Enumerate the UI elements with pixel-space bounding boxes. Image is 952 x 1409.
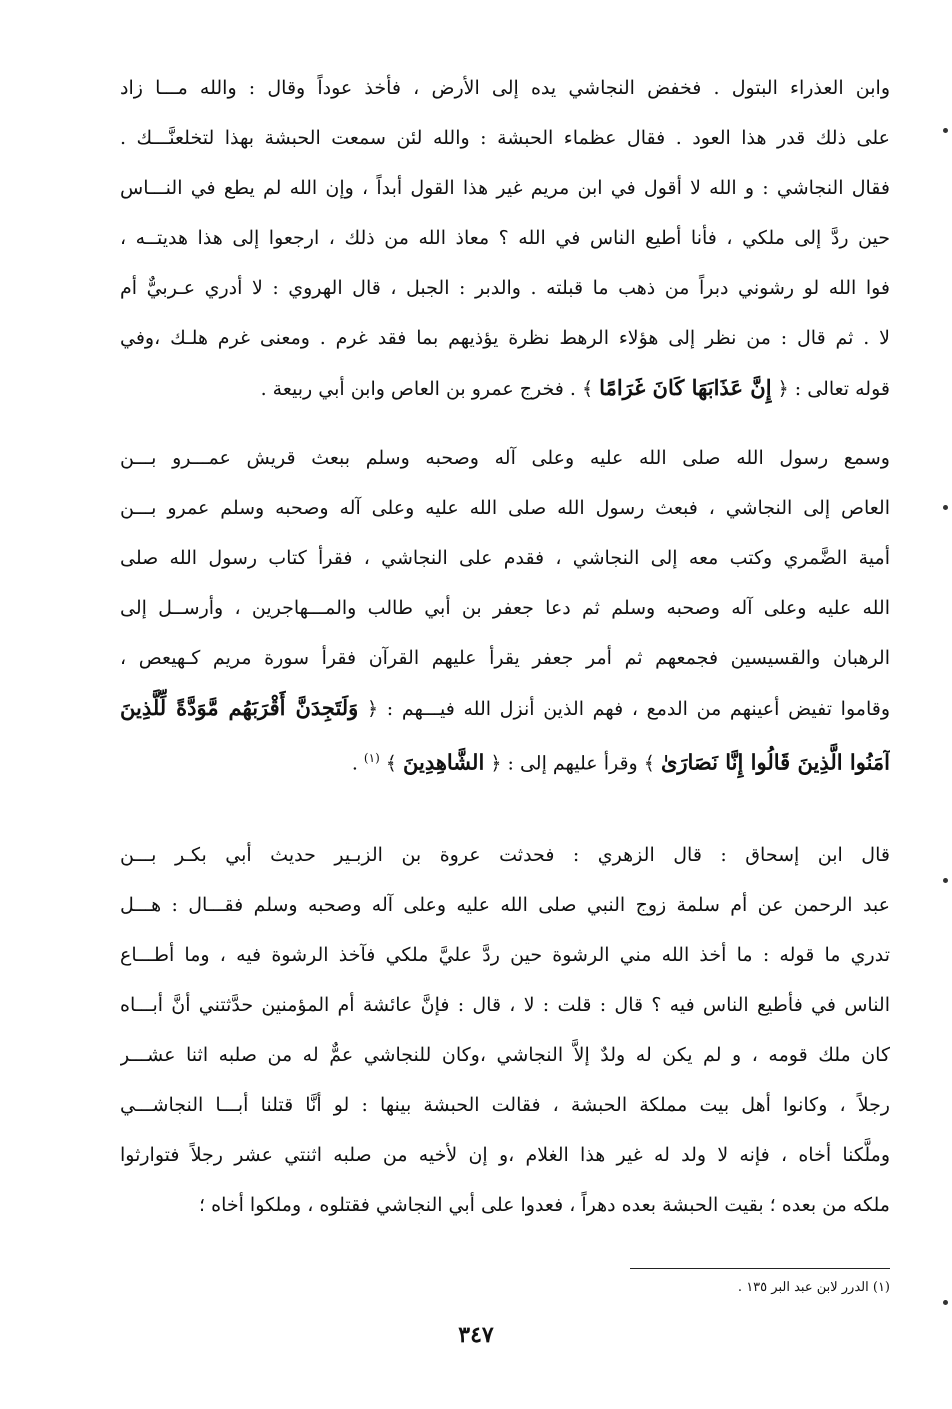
text-fragment: . bbox=[351, 752, 358, 775]
margin-mark bbox=[943, 505, 948, 510]
text-line: تدري ما قوله : ما أخذ الله مني الرشوة حين ردَّ عليَّ ملكي فآخذ الرشوة فيه ، وما أطـــاع bbox=[120, 944, 890, 966]
text-line: لا . ثم قال : من نظر إلى هؤلاء الرهط نظرة يؤذيهم بما فقد غرم . ومعنى غرم هلـك ،وفي bbox=[120, 327, 890, 349]
margin-mark bbox=[943, 1300, 948, 1305]
footnote-divider bbox=[630, 1268, 890, 1269]
text-line: وابن العذراء البتول . فخفض النجاشي يده إلى الأرض ، فأخذ عوداً وقال : والله مـــا زاد bbox=[120, 77, 890, 99]
text-line: الله عليه وعلى آله وصحبه وسلم ثم دعا جعفر بن أبي طالب والمـــهاجرين ، وأرســل إلى bbox=[120, 597, 890, 619]
quran-verse: وَلَتَجِدَنَّ أَقْرَبَهُم مَّوَدَّةً لِّلَّذِينَ bbox=[120, 695, 359, 720]
text-line: فوا الله لو رشوني دبراً من ذهب ما قبلته . والدبر : الجبل ، قال الهروي : لا أدري عـربيٌّ أم bbox=[120, 277, 890, 299]
text-fragment: ﴾ . فخرج عمرو بن العاص وابن أبي ربيعة . bbox=[260, 378, 594, 400]
paragraph-1 bbox=[120, 63, 890, 413]
text-line: على ذلك قدر هذا العود . فقال عظماء الحبشة : والله لئن سمعت الحبشة بهذا لتخلعنَّـــك . bbox=[120, 127, 890, 149]
text-line: ملكه من بعده ؛ بقيت الحبشة بعده دهراً ، فعدوا على أبي النجاشي فقتلوه ، وملكوا أخاه ؛ bbox=[199, 1194, 890, 1216]
text-line: عبد الرحمن عن أم سلمة زوج النبي صلى الله عليه وعلى آله وصحبه وسلم فقـــال : هـــل bbox=[120, 894, 890, 916]
page-number: ٣٤٧ bbox=[458, 1322, 494, 1348]
text-line: كان ملك قومه ، و لم يكن له ولدٌ إلاَّ النجاشي ،وكان للنجاشي عمٌّ له من صلبه اثنا عشـــر bbox=[120, 1044, 890, 1066]
margin-mark bbox=[943, 128, 948, 133]
text-line: الناس في فأطيع الناس فيه ؟ قال : قلت : لا ، قال : فإنَّ عائشة أم المؤمنين حدَّثتني أنَّ أبـــاه bbox=[120, 994, 890, 1016]
text-line-with-quran-verse bbox=[120, 363, 890, 413]
text-line: الرهبان والقسيسين فجمعهم ثم أمر جعفر يقرأ عليهم القرآن فقرأ سورة مريم كـهيعص ، bbox=[120, 647, 890, 669]
text-fragment: ﴾ bbox=[385, 752, 397, 775]
text-line: أمية الضَّمري وكتب معه إلى النجاشي ، فقدم على النجاشي ، فقرأ كتاب رسول الله صلى bbox=[120, 547, 890, 569]
text-line: وملَّكنا أخاه ، فإنه لا ولد له غير هذا الغلام ،و إن لأخيه من صلبه اثنتي عشر رجلاً فتوارثوا bbox=[120, 1144, 890, 1166]
quran-verse: الشَّاهِدِينَ bbox=[402, 749, 485, 775]
text-line: فقال النجاشي : و الله لا أقول في ابن مريم غير هذا القول أبداً ، وإن الله لم يطع في النـــاس bbox=[120, 177, 890, 199]
quran-verse: آمَنُوا الَّذِينَ قَالُوا إِنَّا نَصَارَىٰ bbox=[660, 749, 890, 775]
paragraph-3 bbox=[120, 830, 890, 1230]
text-line: قال ابن إسحاق : قال الزهري : فحدثت عروة بن الزبـير حديث أبي بكـر بـــن bbox=[120, 844, 890, 866]
footnote: (١) الدرر لابن عبد البر ١٣٥ . bbox=[737, 1280, 890, 1295]
paragraph-2 bbox=[120, 433, 890, 783]
text-line: رجلاً ، وكانوا أهل بيت مملكة الحبشة ، فقالت الحبشة بينها : لو أنَّا قتلنا أبـــا النجاشـــي bbox=[120, 1094, 890, 1116]
text-fragment: ﴾ وقرأ عليهم إلى : ﴿ bbox=[490, 752, 655, 775]
text-line: العاص إلى النجاشي ، فبعث رسول الله صلى الله عليه وعلى آله وصحبه وسلم عمرو بـــن bbox=[120, 497, 890, 519]
text-fragment: وقاموا تفيض أعينهم من الدمع ، فهم الذين أنزل الله فيـــهم : ﴿ bbox=[367, 698, 890, 720]
text-line: وسمع رسول الله صلى الله عليه وعلى آله وصحبه وسلم ببعث قريش عمـــرو بـــن bbox=[120, 447, 890, 469]
text-line-with-quran-verse bbox=[120, 683, 890, 733]
text-line: حين ردَّ إلى ملكي ، فأنا أطيع الناس في الله ؟ معاذ الله من ذلك ، ارجعوا إلى هذا هديتــه ، bbox=[120, 227, 890, 249]
footnote-reference: (١) bbox=[363, 751, 380, 765]
margin-mark bbox=[943, 878, 948, 883]
text-fragment: قوله تعالى : ﴿ bbox=[777, 378, 890, 400]
quran-verse: إِنَّ عَذَابَهَا كَانَ غَرَامًا bbox=[599, 375, 772, 400]
text-line-with-quran-verse bbox=[120, 733, 890, 783]
